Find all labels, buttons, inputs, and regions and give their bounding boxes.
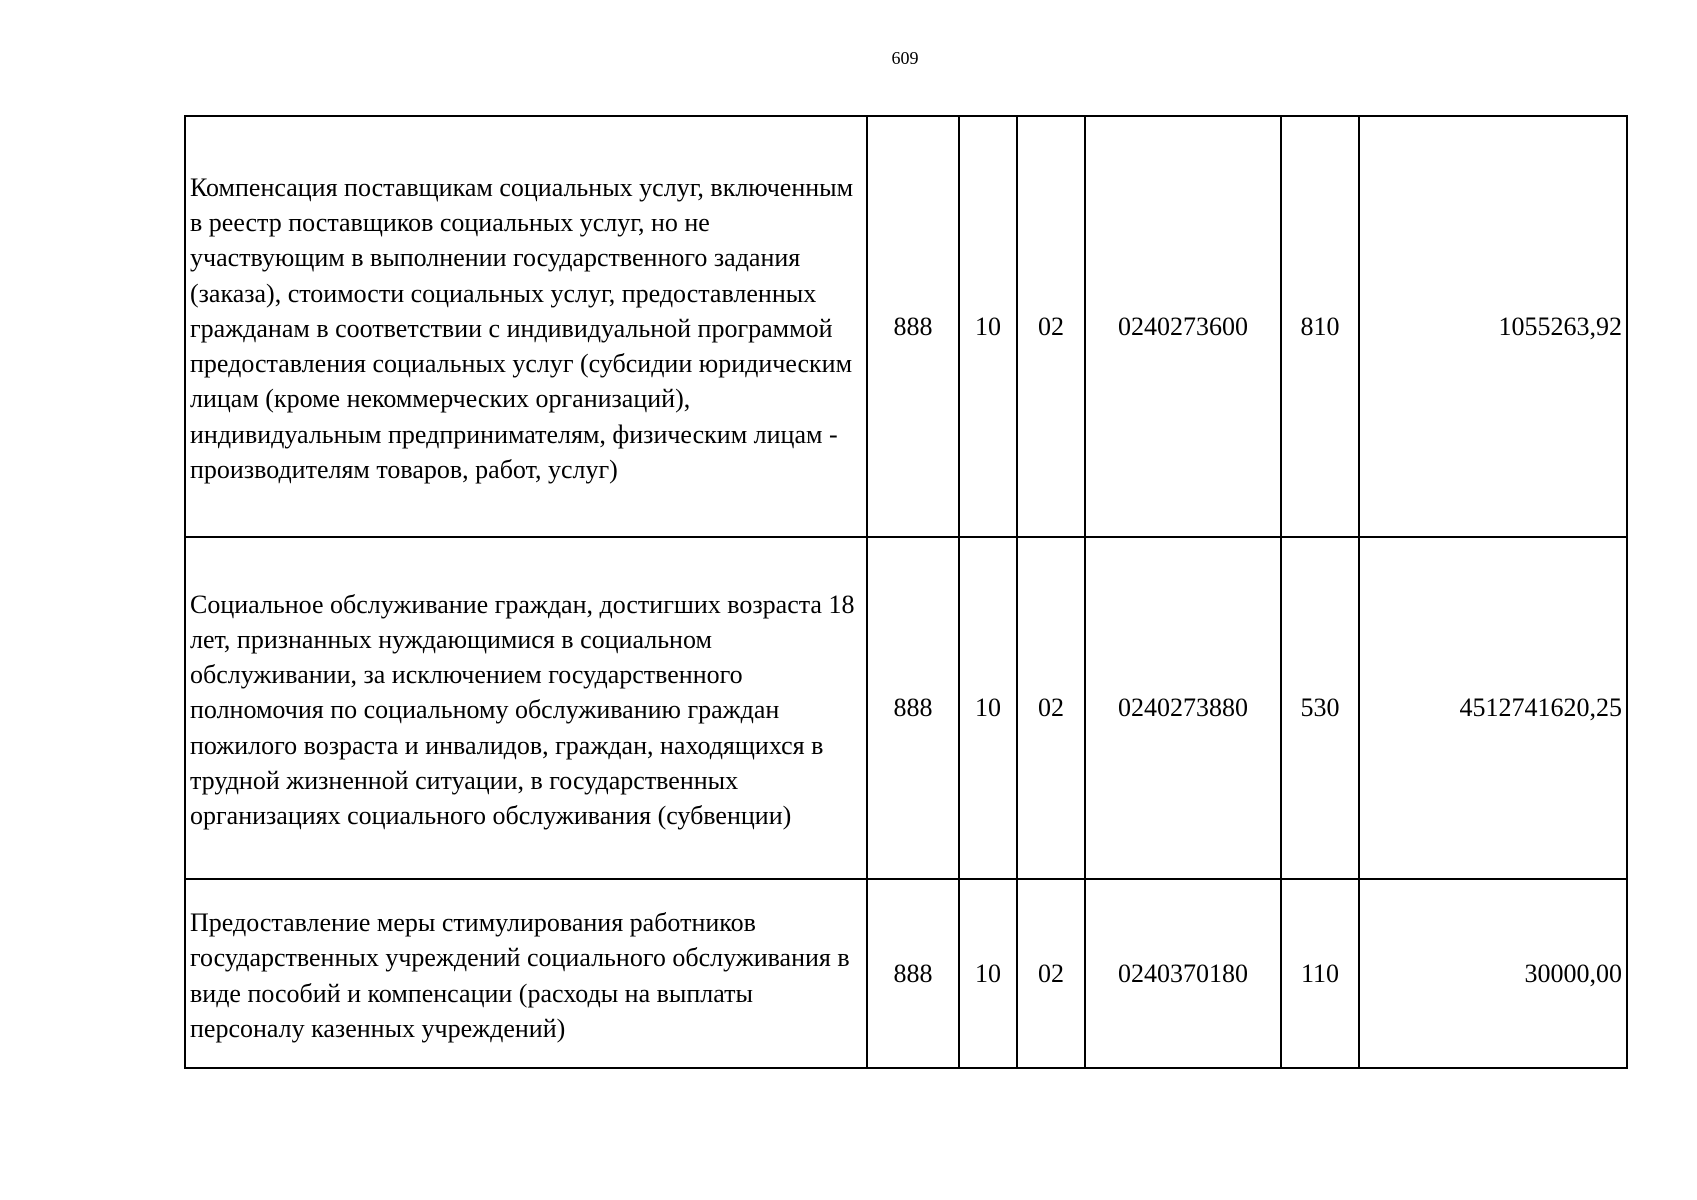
- page-number: 609: [891, 48, 919, 68]
- amount-value: 4512741620,25: [1359, 537, 1627, 879]
- row-description: Предоставление меры стимулирования работников государственных учреждений социального обслуживания в виде пособий и компенсации (расходы на выплаты персоналу казенных учреждений): [185, 879, 867, 1068]
- expense-type-code: 110: [1281, 879, 1359, 1068]
- target-article-code: 0240273880: [1085, 537, 1281, 879]
- expense-type-code: 810: [1281, 116, 1359, 537]
- ministry-code: 888: [867, 116, 959, 537]
- row-description: Социальное обслуживание граждан, достигших возраста 18 лет, признанных нуждающимися в социальном обслуживании, за исключением государственного полномочия по социальному обслуживанию граждан пожилого возраста и инвалидов, граждан, находящихся в трудной жизненной ситуации, в государственных организациях социального обслуживания (субвенции): [185, 537, 867, 879]
- subsection-code: 02: [1017, 116, 1085, 537]
- budget-table: [184, 115, 1628, 1069]
- section-code: 10: [959, 116, 1017, 537]
- section-code: 10: [959, 537, 1017, 879]
- target-article-code: 0240273600: [1085, 116, 1281, 537]
- ministry-code: 888: [867, 537, 959, 879]
- subsection-code: 02: [1017, 879, 1085, 1068]
- row-description: Компенсация поставщикам социальных услуг, включенным в реестр поставщиков социальных услуг, но не участвующим в выполнении государственного задания (заказа), стоимости социальных услуг, предоставленных гражданам в соответствии с индивидуальной программой предоставления социальных услуг (субсидии юридическим лицам (кроме некоммерческих организаций), индивидуальным предпринимателям, физическим лицам - производителям товаров, работ, услуг): [185, 116, 867, 537]
- table-row: [185, 879, 1627, 1068]
- amount-value: 1055263,92: [1359, 116, 1627, 537]
- expense-type-code: 530: [1281, 537, 1359, 879]
- table-row: [185, 537, 1627, 879]
- amount-value: 30000,00: [1359, 879, 1627, 1068]
- table-row: [185, 116, 1627, 537]
- subsection-code: 02: [1017, 537, 1085, 879]
- section-code: 10: [959, 879, 1017, 1068]
- target-article-code: 0240370180: [1085, 879, 1281, 1068]
- ministry-code: 888: [867, 879, 959, 1068]
